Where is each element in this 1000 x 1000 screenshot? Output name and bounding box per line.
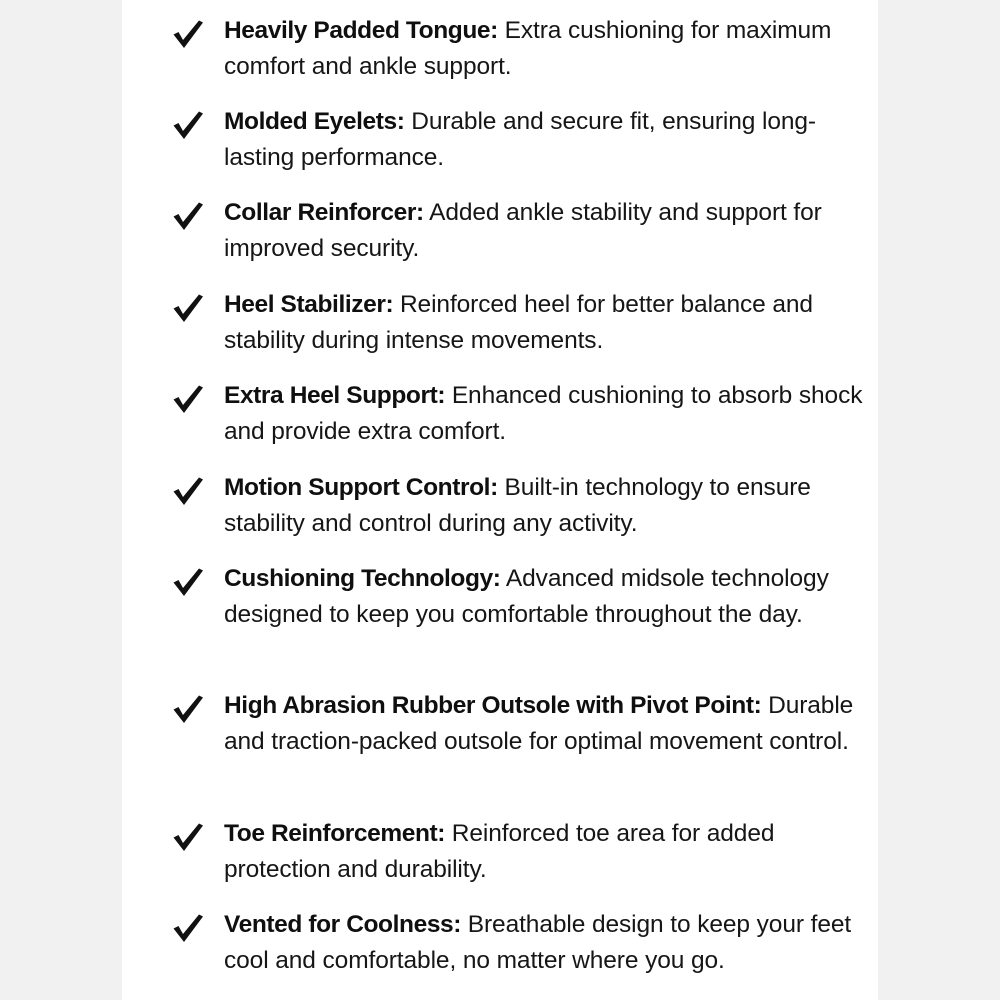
- feature-title: Heavily Padded Tongue:: [224, 17, 498, 44]
- feature-title: Motion Support Control:: [224, 474, 498, 501]
- feature-text: [224, 287, 864, 359]
- checkmark-icon: [172, 110, 204, 140]
- feature-text: [224, 104, 864, 176]
- checkmark-icon: [172, 201, 204, 231]
- feature-text: [224, 378, 864, 450]
- feature-text: [224, 561, 864, 633]
- checkmark-icon: [172, 19, 204, 49]
- feature-description: Breathable design to keep your feet cool and comfortable, no matter where you go.: [224, 911, 852, 974]
- feature-text: [224, 907, 864, 979]
- feature-title: Vented for Coolness:: [224, 911, 462, 938]
- feature-text: [224, 688, 864, 760]
- feature-title: High Abrasion Rubber Outsole with Pivot Point:: [224, 692, 762, 719]
- feature-text: [224, 13, 864, 85]
- feature-description: Built-in technology to ensure stability and control during any activity.: [224, 474, 811, 537]
- checkmark-icon: [172, 694, 204, 724]
- feature-description: Reinforced heel for better balance and stability during intense movements.: [224, 291, 813, 354]
- feature-text: [224, 470, 864, 542]
- content-panel: [122, 0, 878, 1000]
- feature-description: Extra cushioning for maximum comfort and ankle support.: [224, 17, 832, 80]
- feature-title: Molded Eyelets:: [224, 108, 405, 135]
- feature-title: Extra Heel Support:: [224, 382, 446, 409]
- feature-title: Heel Stabilizer:: [224, 291, 394, 318]
- feature-title: Toe Reinforcement:: [224, 820, 446, 847]
- feature-text: [224, 816, 864, 888]
- feature-description: Added ankle stability and support for improved security.: [224, 199, 822, 262]
- checkmark-icon: [172, 913, 204, 943]
- feature-description: Advanced midsole technology designed to keep you comfortable throughout the day.: [224, 565, 829, 628]
- feature-text: [224, 195, 864, 267]
- feature-description: Durable and traction-packed outsole for optimal movement control.: [224, 692, 854, 755]
- checkmark-icon: [172, 567, 204, 597]
- feature-title: Collar Reinforcer:: [224, 199, 424, 226]
- checkmark-icon: [172, 476, 204, 506]
- feature-description: Enhanced cushioning to absorb shock and provide extra comfort.: [224, 382, 863, 445]
- checkmark-icon: [172, 822, 204, 852]
- feature-description: Durable and secure fit, ensuring long-lasting performance.: [224, 108, 816, 171]
- checkmark-icon: [172, 293, 204, 323]
- feature-description: Reinforced toe area for added protection and durability.: [224, 820, 775, 883]
- checkmark-icon: [172, 384, 204, 414]
- feature-title: Cushioning Technology:: [224, 565, 501, 592]
